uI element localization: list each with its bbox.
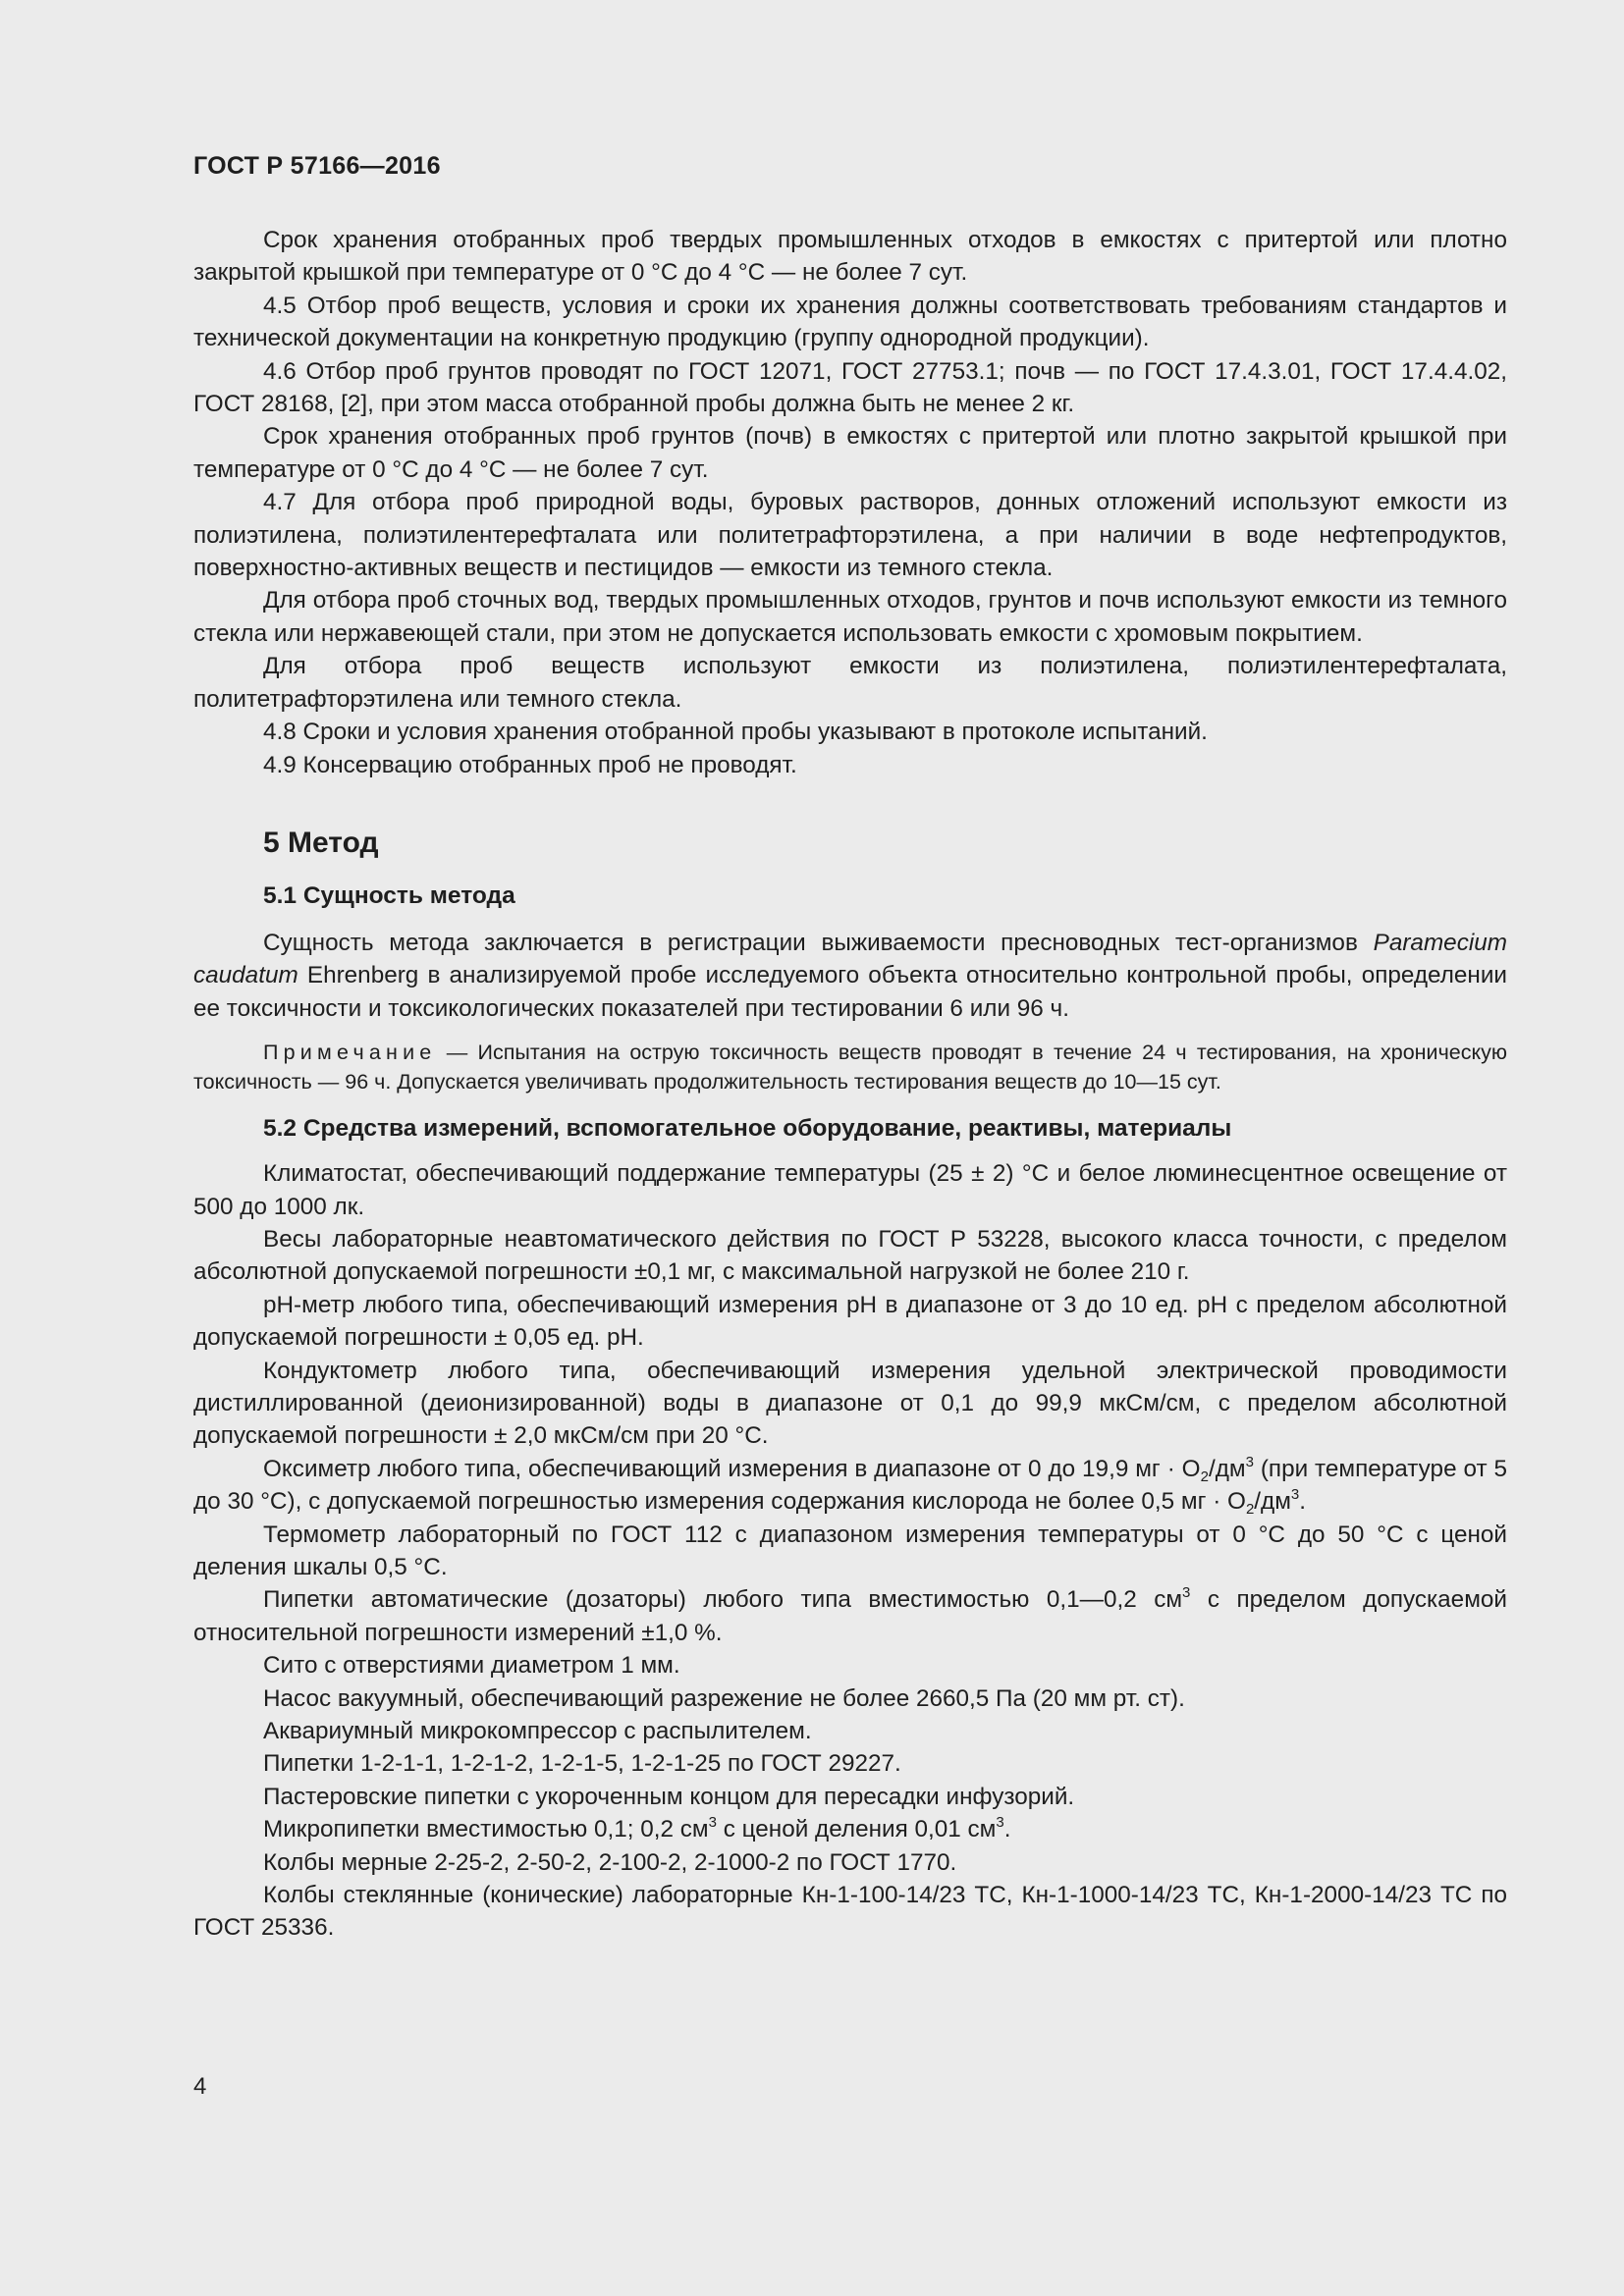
paragraph: Срок хранения отобранных проб грунтов (почв) в емкостях с притертой или плотно закрытой крышкой при температуре от 0 °С до 4 °С — не более 7 сут. bbox=[193, 423, 1507, 483]
document-code-header: ГОСТ Р 57166—2016 bbox=[193, 152, 441, 180]
paragraph-volumetric-flasks: Колбы мерные 2-25-2, 2-50-2, 2-100-2, 2-1000-2 по ГОСТ 1770. bbox=[263, 1848, 957, 1876]
text-run: с пределом допускаемой относительной погрешности измерений ±1,0 %. bbox=[193, 1586, 1507, 1646]
text-run: Сущность метода заключается в регистрации выживаемости пресноводных тест-организмов bbox=[263, 929, 1374, 956]
text-run: Оксиметр любого типа, обеспечивающий измерения в диапазоне от 0 до 19,9 мг · O bbox=[263, 1455, 1201, 1482]
page-number: 4 bbox=[193, 2073, 207, 2100]
paragraph-scales: Весы лабораторные неавтоматического действия по ГОСТ Р 53228, высокого класса точности, с пределом абсолютной допускаемой погрешности ±0,1 мг, с максимальной нагрузкой не более 210 г. bbox=[193, 1225, 1507, 1286]
text-run: Микропипетки вместимостью 0,1; 0,2 см bbox=[263, 1816, 709, 1843]
superscript: 3 bbox=[996, 1814, 1004, 1832]
subscript: 2 bbox=[1200, 1468, 1209, 1485]
text-run: /дм bbox=[1208, 1455, 1246, 1482]
section-5-2-heading: 5.2 Средства измерений, вспомогательное оборудование, реактивы, материалы bbox=[263, 1115, 1232, 1143]
paragraph-ph-meter: рН-метр любого типа, обеспечивающий измерения рН в диапазоне от 3 до 10 ед. рН с пределом абсолютной допускаемой погрешности ± 0,05 ед. рН. bbox=[193, 1291, 1507, 1352]
paragraph-conductometer: Кондуктометр любого типа, обеспечивающий измерения удельной электрической проводимости дистиллированной (деионизированной) воды в диапазоне от 0,1 до 99,9 мкСм/см, с пределом абсолютной допускаемой погрешности ± 2,0 мкСм/см при 20 °С. bbox=[193, 1357, 1507, 1450]
superscript: 3 bbox=[708, 1814, 717, 1832]
paragraph-micropipettes bbox=[193, 1813, 1507, 1845]
paragraph-conical-flasks: Колбы стеклянные (конические) лабораторные Кн-1-100-14/23 ТС, Кн-1-1000-14/23 ТС, Кн-1-2000-14/23 ТС по ГОСТ 25336. bbox=[193, 1882, 1507, 1942]
paragraph-sieve: Сито с отверстиями диаметром 1 мм. bbox=[263, 1652, 680, 1680]
text-run: Ehrenberg в анализируемой пробе исследуемого объекта относительно контрольной пробы, определении ее токсичности и токсикологических показателей при тестировании 6 или 96 ч. bbox=[193, 962, 1507, 1022]
paragraph-4-5: 4.5 Отбор проб веществ, условия и сроки их хранения должны соответствовать требованиям стандартов и технической документации на конкретную продукцию (группу однородной продукции). bbox=[193, 292, 1507, 352]
paragraph-climatostat: Климатостат, обеспечивающий поддержание температуры (25 ± 2) °С и белое люминесцентное освещение от 500 до 1000 лк. bbox=[193, 1160, 1507, 1220]
paragraph-thermometer: Термометр лабораторный по ГОСТ 112 с диапазоном измерения температуры от 0 °С до 50 °С с ценой деления шкалы 0,5 °С. bbox=[193, 1521, 1507, 1580]
superscript: 3 bbox=[1290, 1486, 1300, 1504]
paragraph: Для отбора проб веществ используют емкости из полиэтилена, полиэтилентерефталата, политетрафторэтилена или темного стекла. bbox=[193, 653, 1507, 713]
text-run: (при температуре от 5 до 30 °С), с допускаемой погрешностью измерения содержания кислорода не более 0,5 мг · O bbox=[193, 1455, 1508, 1516]
paragraph-4-7: 4.7 Для отбора проб природной воды, буровых растворов, донных отложений используют емкости из полиэтилена, полиэтилентерефталата или политетрафторэтилена, а при наличии в воде нефтепродуктов, поверхностно-активных веществ и пестицидов — емкости из темного стекла. bbox=[193, 489, 1507, 582]
subscript: 2 bbox=[1245, 1501, 1255, 1519]
paragraph-pipettes: Пипетки 1-2-1-1, 1-2-1-2, 1-2-1-5, 1-2-1-25 по ГОСТ 29227. bbox=[263, 1750, 901, 1778]
paragraph-method-essence bbox=[193, 927, 1507, 1025]
page-content bbox=[193, 224, 1507, 1945]
text-run: . bbox=[1299, 1488, 1307, 1516]
paragraph-oximeter bbox=[193, 1453, 1507, 1519]
note bbox=[193, 1038, 1507, 1096]
paragraph-4-9: 4.9 Консервацию отобранных проб не проводят. bbox=[263, 751, 797, 778]
paragraph-pipettes-auto bbox=[193, 1583, 1507, 1649]
superscript: 3 bbox=[1245, 1453, 1254, 1470]
text-run: . bbox=[1003, 1816, 1011, 1843]
paragraph-4-6: 4.6 Отбор проб грунтов проводят по ГОСТ 12071, ГОСТ 27753.1; почв — по ГОСТ 17.4.3.01, ГОСТ 17.4.4.02, ГОСТ 28168, [2], при этом масса отобранной пробы должна быть не менее 2 кг. bbox=[193, 357, 1507, 418]
paragraph-pasteur-pipettes: Пастеровские пипетки с укороченным концом для пересадки инфузорий. bbox=[263, 1783, 1075, 1810]
section-5-heading: 5 Метод bbox=[263, 826, 379, 859]
text-run: с ценой деления 0,01 см bbox=[716, 1816, 997, 1843]
paragraph-vacuum-pump: Насос вакуумный, обеспечивающий разрежение не более 2660,5 Па (20 мм рт. ст). bbox=[263, 1684, 1185, 1712]
paragraph-4-8: 4.8 Сроки и условия хранения отобранной пробы указывают в протоколе испытаний. bbox=[263, 719, 1208, 746]
section-5-1-heading: 5.1 Сущность метода bbox=[263, 881, 515, 909]
note-label: Примечание bbox=[263, 1041, 437, 1065]
note-text: — Испытания на острую токсичность веществ проводят в течение 24 ч тестирования, на хроническую токсичность — 96 ч. Допускается увеличивать продолжительность тестирования веществ до 10—15 сут. bbox=[193, 1041, 1507, 1095]
text-run: /дм bbox=[1254, 1488, 1291, 1516]
paragraph: Срок хранения отобранных проб твердых промышленных отходов в емкостях с притертой или плотно закрытой крышкой при температуре от 0 °С до 4 °С — не более 7 сут. bbox=[193, 227, 1507, 287]
species-name: Paramecium caudatum bbox=[193, 929, 1507, 989]
superscript: 3 bbox=[1182, 1584, 1191, 1602]
text-run: Пипетки автоматические (дозаторы) любого типа вместимостью 0,1—0,2 см bbox=[263, 1586, 1183, 1614]
paragraph: Для отбора проб сточных вод, твердых промышленных отходов, грунтов и почв используют емкости из темного стекла или нержавеющей стали, при этом не допускается использовать емкости с хромовым покрытием. bbox=[193, 587, 1507, 647]
paragraph-microcompressor: Аквариумный микрокомпрессор с распылителем. bbox=[263, 1718, 812, 1745]
